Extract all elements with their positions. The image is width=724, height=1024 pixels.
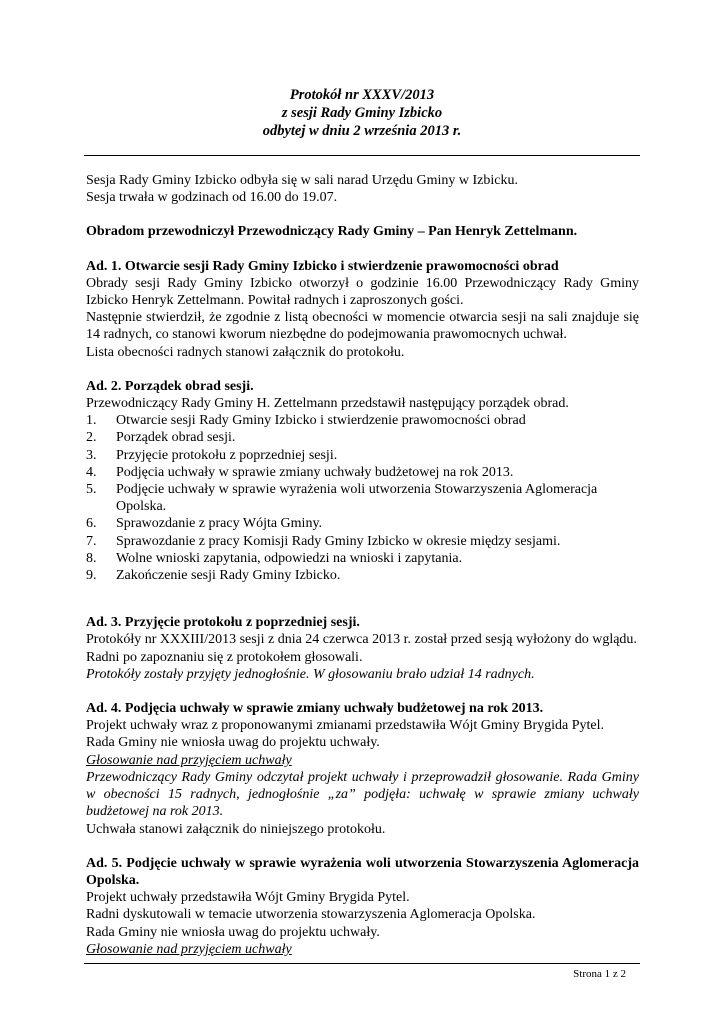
agenda-item-number: 8.	[86, 550, 97, 566]
ad5-paragraph-2: Radni dyskutowali w temacie utworzenia stowarzyszenia Aglomeracja Opolska.	[86, 907, 536, 923]
ad3-heading: Ad. 3. Przyjęcie protokołu z poprzedniej sesji.	[86, 615, 360, 631]
agenda-item-number: 7.	[86, 533, 97, 549]
agenda-item-number: 2.	[86, 430, 97, 446]
title-line-1: Protokół nr XXXV/2013	[289, 87, 435, 103]
ad4-paragraph-2: Rada Gminy nie wniosła uwag do projektu uchwały.	[86, 735, 380, 751]
ad2-intro: Przewodniczący Rady Gminy H. Zettelmann przedstawił następujący porządek obrad.	[86, 396, 569, 412]
agenda-item-number: 6.	[86, 516, 97, 532]
agenda-item-text: Podjęcie uchwały w sprawie wyrażenia woli utworzenia Stowarzyszenia Aglomeracja Opolska.	[116, 482, 598, 515]
agenda-item-text: Sprawozdanie z pracy Komisji Rady Gminy Izbicko w okresie między sesjami.	[116, 533, 561, 549]
ad4-paragraph-1: Projekt uchwały wraz z proponowanymi zmianami przedstawiła Wójt Gminy Brygida Pytel.	[86, 718, 605, 734]
document-body	[86, 172, 639, 958]
intro-line-1: Sesja Rady Gminy Izbicko odbyła się w sali narad Urzędu Gminy w Izbicku.	[86, 173, 518, 188]
agenda-item-text: Sprawozdanie z pracy Wójta Gminy.	[116, 516, 323, 532]
agenda-item-text: Podjęcia uchwały w sprawie zmiany uchwały budżetowej na rok 2013.	[116, 464, 514, 480]
agenda-item-text: Wolne wnioski zapytania, odpowiedzi na wnioski i zapytania.	[116, 550, 463, 566]
agenda-item	[86, 447, 639, 464]
ad4-annex: Uchwała stanowi załącznik do niniejszego protokołu.	[86, 821, 386, 837]
agenda-item-text: Porządek obrad sesji.	[116, 430, 236, 446]
intro-line-2: Sesja trwała w godzinach od 16.00 do 19.07.	[86, 190, 338, 206]
agenda-item	[86, 464, 639, 481]
agenda-item-number: 4.	[86, 464, 97, 480]
ad5-paragraph-1: Projekt uchwały przedstawiła Wójt Gminy Brygida Pytel.	[86, 890, 410, 906]
ad2-heading: Ad. 2. Porządek obrad sesji.	[86, 378, 254, 394]
ad3-paragraph-2: Radni po zapoznaniu się z protokołem głosowali.	[86, 649, 363, 665]
ad4-vote-text: Przewodniczący Rady Gminy odczytał projekt uchwały i przeprowadził głosowanie. Rada Gminy w obecności 15 radnych, jednogłośnie „za” podjęła: uchwałę w sprawie zmiany uchwały budżetowej na rok 2013.	[86, 769, 639, 820]
agenda-item-number: 5.	[86, 482, 97, 498]
title-line-3: odbytej w dniu 2 września 2013 r.	[262, 123, 462, 139]
agenda-item-number: 1.	[86, 413, 97, 429]
footer-divider	[84, 963, 640, 964]
agenda-item	[86, 533, 639, 550]
header-divider	[84, 155, 640, 156]
page-number: Strona 1 z 2	[573, 968, 626, 980]
ad1-heading: Ad. 1. Otwarcie sesji Rady Gminy Izbicko i stwierdzenie prawomocności obrad	[86, 258, 559, 274]
ad3-paragraph-1: Protokóły nr XXXIII/2013 sesji z dnia 24 czerwca 2013 r. został przed sesją wyłożony do wglądu.	[86, 632, 637, 648]
ad1-paragraph-1: Obrady sesji Rady Gminy Izbicko otworzył o godzinie 16.00 Przewodniczący Rady Gminy Izbicko Henryk Zettelmann. Powitał radnych i zaproszonych gości.	[86, 275, 639, 309]
agenda-item	[86, 567, 639, 584]
title-line-2: z sesji Rady Gminy Izbicko	[281, 105, 443, 121]
agenda-item	[86, 550, 639, 567]
agenda-item-text: Otwarcie sesji Rady Gminy Izbicko i stwierdzenie prawomocności obrad	[116, 413, 526, 429]
ad5-heading: Ad. 5. Podjęcie uchwały w sprawie wyrażenia woli utworzenia Stowarzyszenia Aglomeracja Opolska.	[86, 855, 639, 888]
ad5-paragraph-3: Rada Gminy nie wniosła uwag do projektu uchwały.	[86, 924, 380, 940]
agenda-item-number: 3.	[86, 447, 97, 463]
agenda-item	[86, 429, 639, 446]
ad1-paragraph-2: Następnie stwierdził, że zgodnie z listą obecności w momencie otwarcia sesji na sali znajduje się 14 radnych, co stanowi kworum niezbędne do podejmowania prawomocnych uchwał.	[86, 310, 639, 343]
chair-statement: Obradom przewodniczył Przewodniczący Rady Gminy – Pan Henryk Zettelmann.	[86, 224, 578, 240]
agenda-item-text: Przyjęcie protokołu z poprzedniej sesji.	[116, 447, 338, 463]
agenda-list	[86, 412, 639, 584]
agenda-item-text: Zakończenie sesji Rady Gminy Izbicko.	[116, 568, 341, 584]
agenda-item-number: 9.	[86, 568, 97, 584]
ad4-vote-heading: Głosowanie nad przyjęciem uchwały	[86, 752, 292, 768]
agenda-item	[86, 481, 639, 515]
ad4-heading: Ad. 4. Podjęcia uchwały w sprawie zmiany uchwały budżetowej na rok 2013.	[86, 701, 544, 717]
ad5-vote-heading: Głosowanie nad przyjęciem uchwały	[86, 941, 292, 957]
ad3-result: Protokóły zostały przyjęty jednogłośnie. W głosowaniu brało udział 14 radnych.	[86, 666, 535, 682]
agenda-item	[86, 515, 639, 532]
agenda-item	[86, 412, 639, 429]
ad1-paragraph-3: Lista obecności radnych stanowi załącznik do protokołu.	[86, 344, 405, 360]
